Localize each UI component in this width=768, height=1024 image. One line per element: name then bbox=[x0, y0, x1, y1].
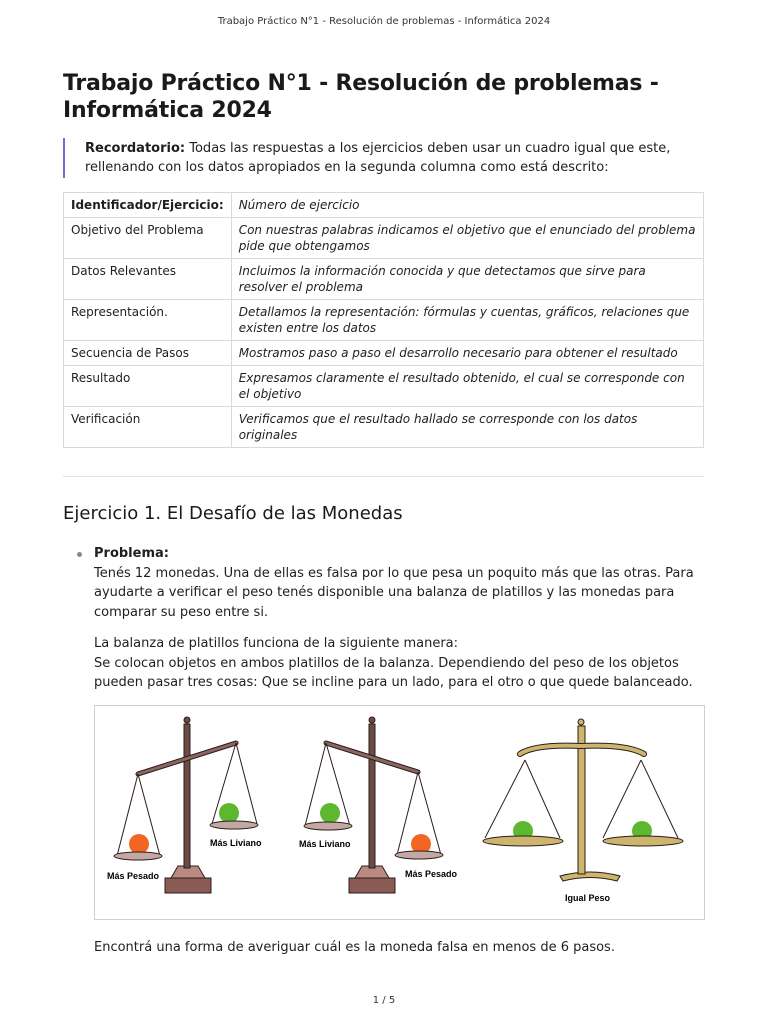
problem-list bbox=[63, 544, 704, 957]
balance-illustration bbox=[95, 706, 704, 919]
list-item bbox=[63, 544, 704, 957]
table-key-cell: Objetivo del Problema bbox=[64, 218, 232, 259]
label-mid-light: Más Liviano bbox=[299, 838, 351, 849]
label-equal: Igual Peso bbox=[565, 892, 611, 903]
page-header: Trabajo Práctico N°1 - Resolución de problemas - Informática 2024 bbox=[217, 16, 551, 27]
table-row bbox=[64, 341, 704, 366]
table-value-cell: Número de ejercicio bbox=[231, 193, 703, 218]
page-number: 1 / 5 bbox=[372, 995, 396, 1006]
table-row bbox=[64, 218, 704, 259]
balance-scale-equal bbox=[483, 719, 683, 881]
balance-description bbox=[94, 634, 704, 693]
label-mid-heavy: Más Pesado bbox=[405, 868, 458, 879]
reminder-callout bbox=[63, 138, 704, 178]
balance-intro: La balanza de platillos funciona de la siguiente manera: bbox=[94, 636, 459, 651]
table-value-cell: Expresamos claramente el resultado obtenido, el cual se corresponde con el objetivo bbox=[231, 366, 703, 407]
table-key-cell: Secuencia de Pasos bbox=[64, 341, 232, 366]
table-value-cell: Mostramos paso a paso el desarrollo necesario para obtener el resultado bbox=[231, 341, 703, 366]
table-value-cell: Detallamos la representación: fórmulas y cuentas, gráficos, relaciones que existen entre los datos bbox=[231, 300, 703, 341]
table-row bbox=[64, 366, 704, 407]
table-key-cell: Datos Relevantes bbox=[64, 259, 232, 300]
reminder-text: Todas las respuestas a los ejercicios deben usar un cuadro igual que este, rellenando con los datos apropiados en la segunda columna como está descrito: bbox=[85, 141, 671, 175]
section-divider bbox=[63, 476, 704, 477]
problem-text: Tenés 12 monedas. Una de ellas es falsa por lo que pesa un poquito más que las otras. Para ayudarte a verificar el peso tenés disponible una balanza de platillos y las monedas para comparar su peso entre si. bbox=[94, 565, 694, 620]
label-left-light: Más Liviano bbox=[210, 837, 262, 848]
table-value-cell: Verificamos que el resultado hallado se corresponde con los datos originales bbox=[231, 407, 703, 448]
exercise-heading: Ejercicio 1. El Desafío de las Monedas bbox=[63, 503, 403, 524]
table-value-cell: Incluimos la información conocida y que detectamos que sirve para resolver el problema bbox=[231, 259, 703, 300]
final-instruction: Encontrá una forma de averiguar cuál es la moneda falsa en menos de 6 pasos. bbox=[94, 939, 615, 955]
problem-label: Problema: bbox=[94, 546, 169, 561]
bullet-icon bbox=[77, 552, 82, 557]
reminder-label: Recordatorio: bbox=[85, 141, 186, 156]
table-row bbox=[64, 259, 704, 300]
table-key-cell: Verificación bbox=[64, 407, 232, 448]
table-key-cell: Resultado bbox=[64, 366, 232, 407]
document-content bbox=[63, 70, 704, 957]
page-title: Trabajo Práctico N°1 - Resolución de problemas - Informática 2024 bbox=[63, 71, 659, 123]
table-row bbox=[64, 407, 704, 448]
table-row bbox=[64, 193, 704, 218]
label-left-heavy: Más Pesado bbox=[107, 870, 160, 881]
table-key-cell: Identificador/Ejercicio: bbox=[64, 193, 232, 218]
balance-figure bbox=[94, 705, 705, 920]
balance-text: Se colocan objetos en ambos platillos de la balanza. Dependiendo del peso de los objetos pueden pasar tres cosas: Que se incline para un lado, para el otro o que quede balanceado. bbox=[94, 655, 693, 690]
balance-scale-right-heavy bbox=[304, 717, 443, 893]
table-key-cell: Representación. bbox=[64, 300, 232, 341]
table-value-cell: Con nuestras palabras indicamos el objetivo que el enunciado del problema pide que obtengamos bbox=[231, 218, 703, 259]
reference-table bbox=[63, 192, 704, 448]
light-coin bbox=[320, 803, 340, 823]
light-coin bbox=[219, 803, 239, 823]
heavy-coin bbox=[129, 834, 149, 854]
table-row bbox=[64, 300, 704, 341]
balance-scale-left-heavy bbox=[114, 717, 258, 893]
